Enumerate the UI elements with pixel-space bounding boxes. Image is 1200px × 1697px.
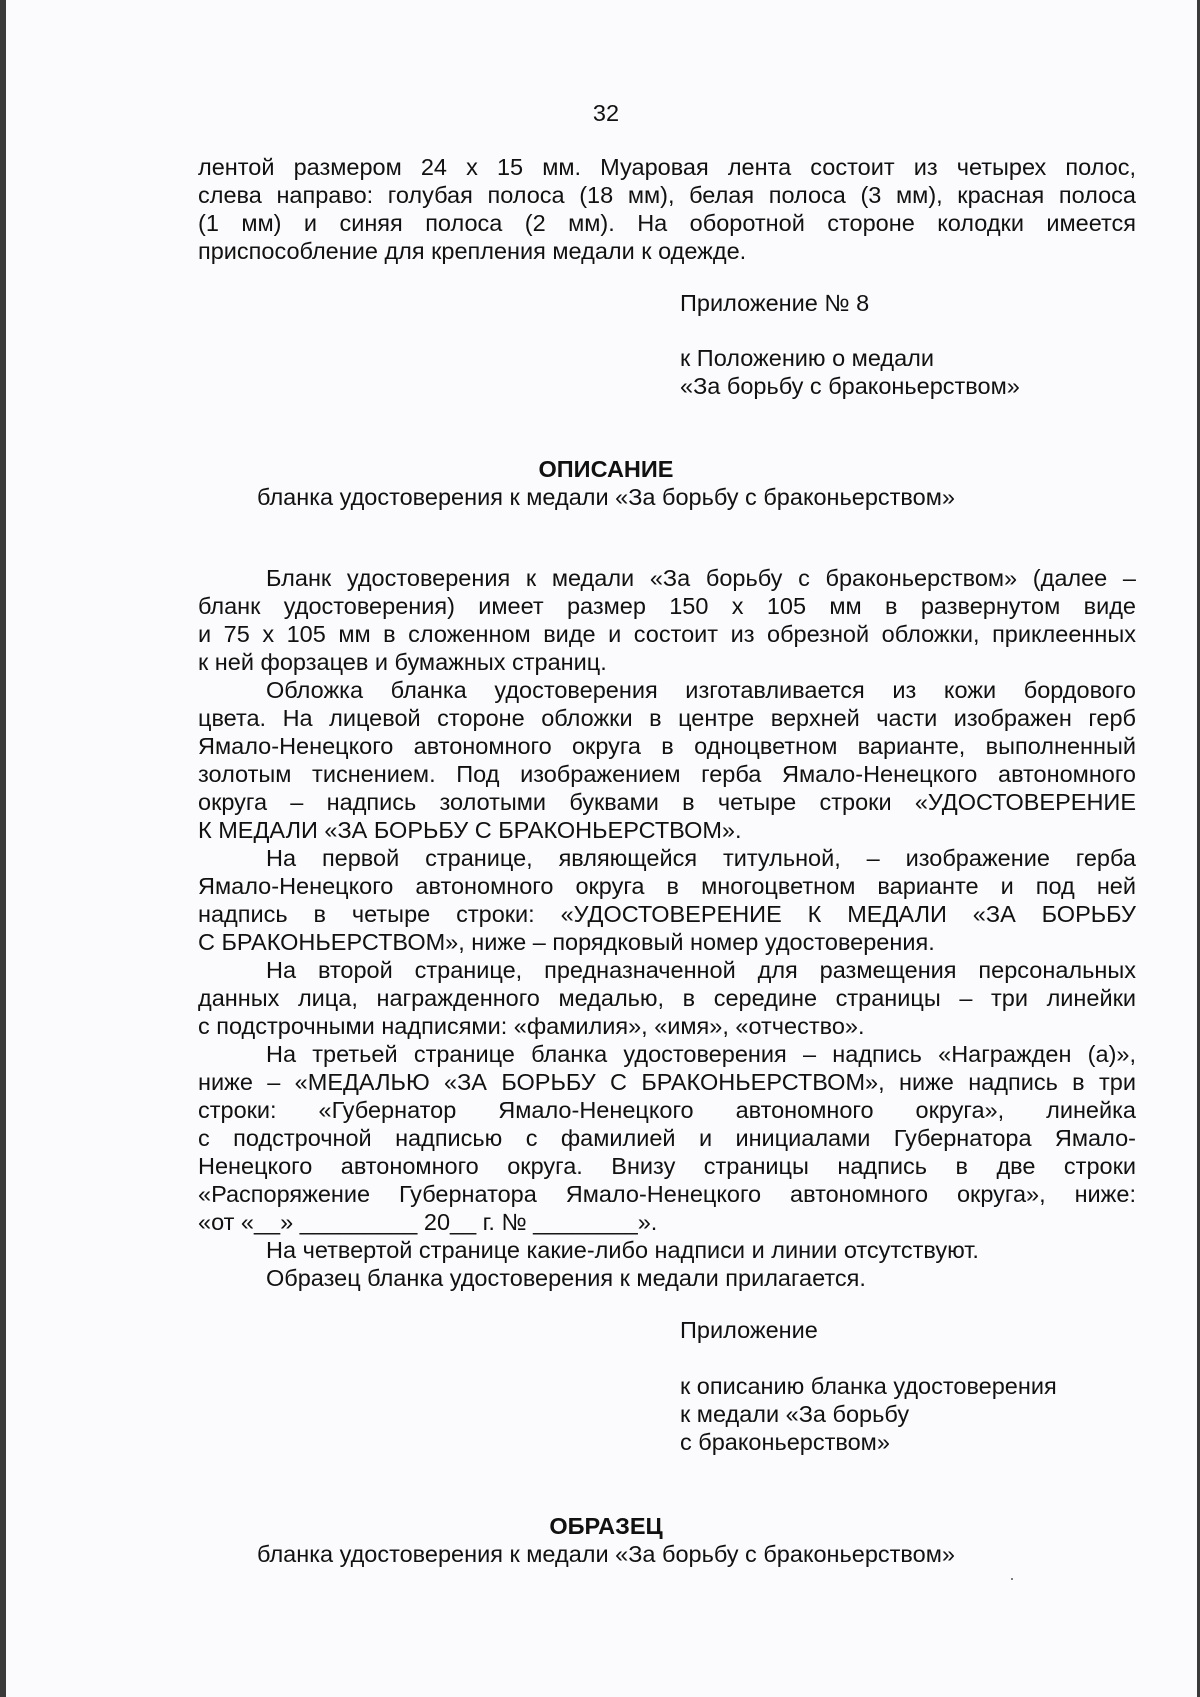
body-line: строки: «Губернатор Ямало-Ненецкого автономного округа», линейка — [198, 1097, 1136, 1123]
sample-subtitle: бланка удостоверения к медали «За борьбу с браконьерством» — [257, 1541, 955, 1567]
description-title: ОПИСАНИЕ — [538, 456, 674, 482]
body-line: ниже – «МЕДАЛЬЮ «ЗА БОРЬБУ С БРАКОНЬЕРСТВОМ», ниже надпись в три — [198, 1069, 1136, 1095]
body-line: надпись в четыре строки: «УДОСТОВЕРЕНИЕ К МЕДАЛИ «ЗА БОРЬБУ — [198, 901, 1136, 927]
body-line: Ямало-Ненецкого автономного округа в одноцветном варианте, выполненный — [198, 733, 1136, 759]
page-number: 32 — [592, 100, 620, 126]
body-line: округа – надпись золотыми буквами в четыре строки «УДОСТОВЕРЕНИЕ — [198, 789, 1136, 815]
body-line: с подстрочными надписями: «фамилия», «имя», «отчество». — [198, 1013, 865, 1039]
appendix8-line: «За борьбу с браконьерством» — [680, 373, 1020, 399]
appendix8-line: к Положению о медали — [680, 345, 935, 371]
body-line: «от «__» _________ 20__ г. № ________». — [198, 1209, 658, 1235]
body-line: к ней форзацев и бумажных страниц. — [198, 649, 607, 675]
sample-title: ОБРАЗЕЦ — [549, 1513, 663, 1539]
body-line: золотым тиснением. Под изображением герба Ямало-Ненецкого автономного — [198, 761, 1136, 787]
body-line: Ненецкого автономного округа. Внизу страницы надпись в две строки — [198, 1153, 1136, 1179]
body-line: На третьей странице бланка удостоверения – надпись «Награжден (а)», — [266, 1041, 1136, 1067]
intro-line: лентой размером 24 х 15 мм. Муаровая лента состоит из четырех полос, — [198, 154, 1136, 180]
appendix-sample-line: к медали «За борьбу — [680, 1401, 910, 1427]
body-line: цвета. На лицевой стороне обложки в центре верхней части изображен герб — [198, 705, 1136, 731]
body-line: «Распоряжение Губернатора Ямало-Ненецкого автономного округа», ниже: — [198, 1181, 1136, 1207]
appendix-sample-line: с браконьерством» — [680, 1429, 890, 1455]
document-page — [6, 0, 1197, 1697]
body-line: Бланк удостоверения к медали «За борьбу с браконьерством» (далее – — [266, 565, 1136, 591]
scan-speck — [1011, 1578, 1013, 1580]
intro-line: (1 мм) и синяя полоса (2 мм). На оборотной стороне колодки имеется — [198, 210, 1136, 236]
intro-line: слева направо: голубая полоса (18 мм), белая полоса (3 мм), красная полоса — [198, 182, 1136, 208]
appendix8-number: Приложение № 8 — [680, 290, 870, 316]
body-line: Ямало-Ненецкого автономного округа в многоцветном варианте и под ней — [198, 873, 1136, 899]
body-line: На второй странице, предназначенной для размещения персональных — [266, 957, 1136, 983]
intro-line: приспособление для крепления медали к одежде. — [198, 238, 747, 264]
appendix-sample-title: Приложение — [680, 1317, 818, 1343]
body-line: данных лица, награжденного медалью, в середине страницы – три линейки — [198, 985, 1136, 1011]
body-line: и 75 х 105 мм в сложенном виде и состоит из обрезной обложки, приклеенных — [198, 621, 1136, 647]
body-line: бланк удостоверения) имеет размер 150 х 105 мм в развернутом виде — [198, 593, 1136, 619]
body-line: с подстрочной надписью с фамилией и инициалами Губернатора Ямало- — [198, 1125, 1136, 1151]
body-line: На первой странице, являющейся титульной, – изображение герба — [266, 845, 1136, 871]
body-line: Обложка бланка удостоверения изготавливается из кожи бордового — [266, 677, 1136, 703]
body-line: Образец бланка удостоверения к медали прилагается. — [266, 1265, 866, 1291]
body-line: На четвертой странице какие-либо надписи и линии отсутствуют. — [266, 1237, 979, 1263]
body-line: С БРАКОНЬЕРСТВОМ», ниже – порядковый номер удостоверения. — [198, 929, 935, 955]
appendix-sample-line: к описанию бланка удостоверения — [680, 1373, 1057, 1399]
body-line: К МЕДАЛИ «ЗА БОРЬБУ С БРАКОНЬЕРСТВОМ». — [198, 817, 742, 843]
description-subtitle: бланка удостоверения к медали «За борьбу с браконьерством» — [257, 484, 955, 510]
